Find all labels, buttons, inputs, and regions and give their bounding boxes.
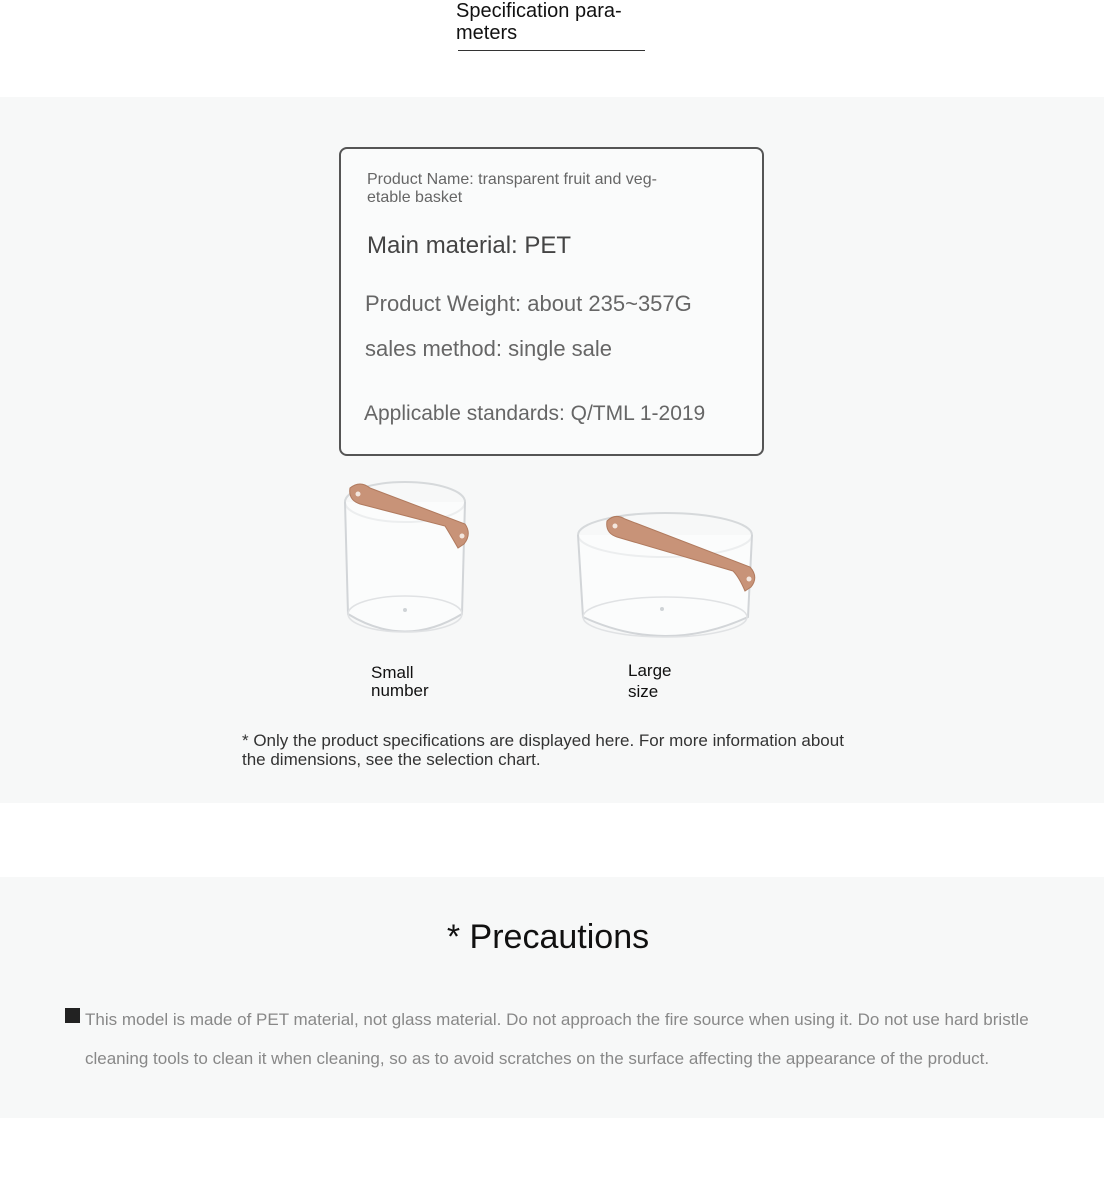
precautions-text: This model is made of PET material, not glass material. Do not approach the fire source when using it. Do not use hard bristle cleaning tools to clean it when cleaning, so as to avoid scratches on the surface affecting the appearance of the product. <box>85 1010 1029 1068</box>
precautions-title: * Precautions <box>446 918 650 956</box>
large-basket-image <box>565 505 770 645</box>
small-basket-image <box>330 474 490 644</box>
spec-sales-method: sales method: single sale <box>365 336 613 361</box>
spec-main-material: Main material: PET <box>367 232 572 259</box>
title-underline <box>458 50 645 51</box>
spec-product-name: Product Name: transparent fruit and veg- etable basket <box>367 171 657 206</box>
small-size-label: Small number <box>371 663 429 700</box>
square-bullet-icon <box>65 1008 80 1023</box>
section-title: Specification para- meters <box>456 0 622 44</box>
spec-note: * Only the product specifications are displayed here. For more information about the dimensions, see the selection chart. <box>242 731 844 769</box>
spec-product-weight: Product Weight: about 235~357G <box>365 291 692 316</box>
spec-applicable-standards: Applicable standards: Q/TML 1-2019 <box>364 402 706 425</box>
large-size-label: Large size <box>628 661 672 701</box>
